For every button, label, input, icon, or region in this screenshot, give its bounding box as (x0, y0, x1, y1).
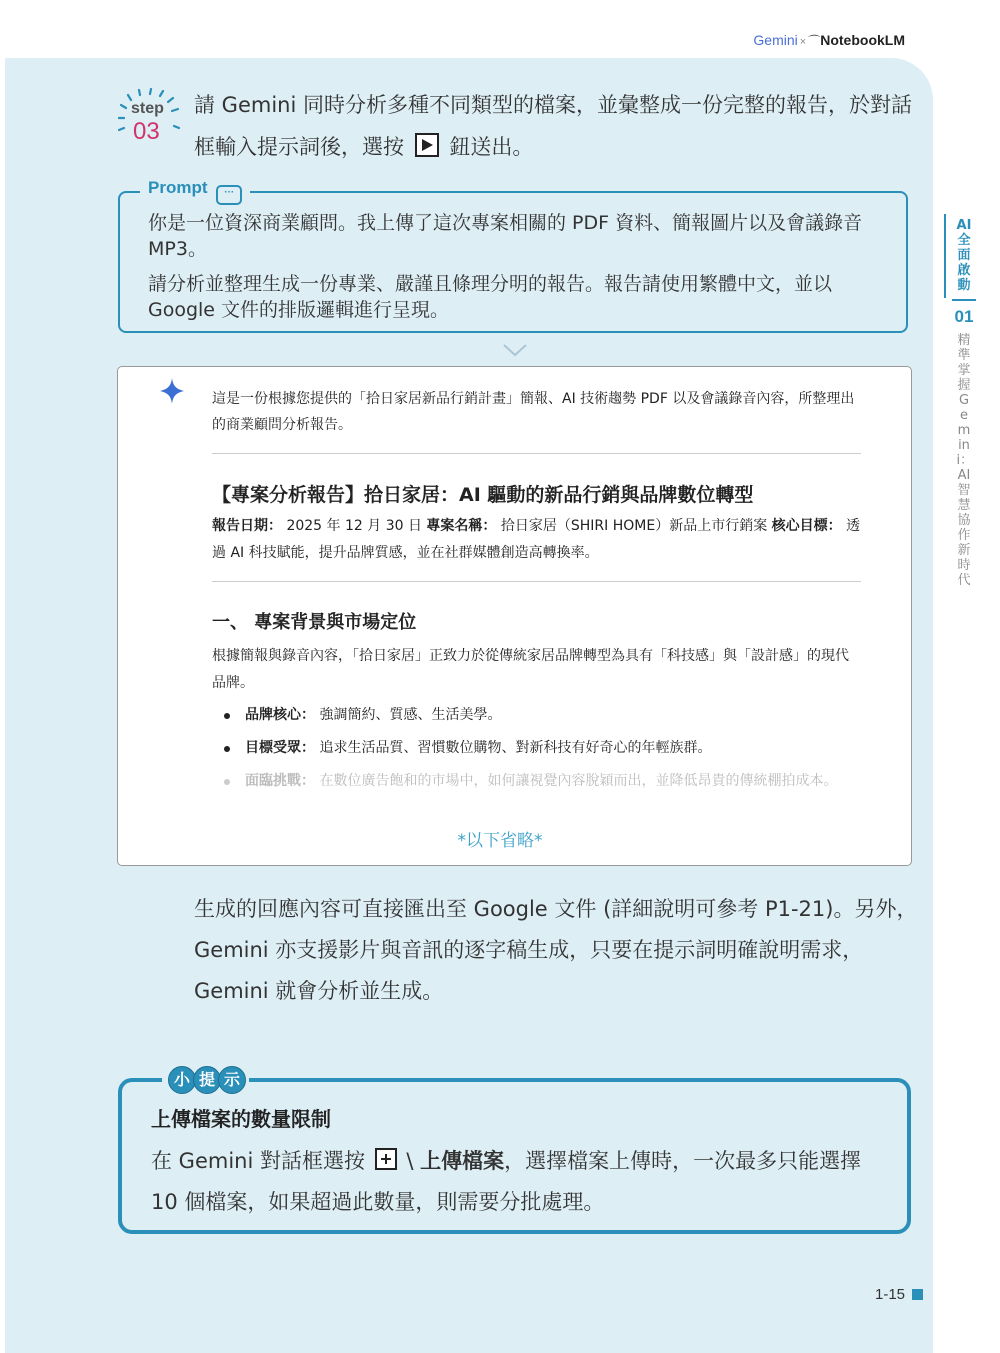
divider (212, 581, 861, 582)
step-instruction (194, 84, 924, 168)
project-name-label: 專案名稱： (426, 518, 497, 534)
side-tab-bar (944, 214, 946, 298)
step-badge (118, 88, 184, 150)
list-item (222, 768, 862, 795)
tip-text-after: ，選擇檔案上傳時，一次最多只能選擇 10 個檔案，如果超過此數量，則需要分批處理。 (151, 1149, 862, 1214)
side-chapter-number: 01 (954, 307, 974, 326)
tip-text-bold: 上傳檔案 (420, 1149, 505, 1173)
brand-x: × (799, 36, 807, 48)
tip-text-sep: \ (399, 1149, 421, 1173)
omitted-note: *以下省略* (457, 831, 543, 851)
bullet-text: 在數位廣告飽和的市場中，如何讓視覺內容脫穎而出，並降低昂貴的傳統棚拍成本。 (319, 773, 838, 789)
step-word: step (131, 100, 164, 117)
prompt-label (140, 178, 250, 205)
tip-text-before: 在 Gemini 對話框選按 (151, 1149, 365, 1173)
header-brand (753, 32, 905, 49)
tip-text (151, 1141, 891, 1223)
step-text-after: 鈕送出。 (449, 135, 534, 159)
response-intro: 這是一份根據您提供的「拾日家居新品行銷計畫」簡報、AI 技術趨勢 PDF 以及會議錄音內容，所整理出的商業顧問分析報告。 (212, 391, 855, 433)
bullet-list (222, 702, 862, 801)
body-paragraph: 生成的回應內容可直接匯出至 Google 文件 (詳細說明可參考 P1-21)。另外，Gemini 亦支援影片與音訊的逐字稿生成，只要在提示詞明確說明需求，Gemini 就會分析並生成。 (194, 897, 918, 1003)
report-title: 【專案分析報告】拾日家居：AI 驅動的新品行銷與品牌數位轉型 (212, 484, 754, 506)
send-button-icon (415, 133, 439, 157)
goal-label: 核心目標： (771, 518, 842, 534)
brand-gemini: Gemini (753, 32, 798, 48)
bullet-text: 強調簡約、質感、生活美學。 (319, 707, 502, 723)
date-label: 報告日期： (212, 518, 282, 534)
page-number: 1-15 (875, 1286, 906, 1303)
side-tab (951, 218, 977, 588)
brand-notebooklm: NotebookLM (820, 32, 905, 48)
chevron-down-icon (502, 342, 528, 358)
goal-value: 透過 AI 科技賦能，提升品牌質感，並在社群媒體創造高轉換率。 (212, 518, 861, 561)
report-meta (212, 513, 862, 567)
step-number: 03 (133, 118, 160, 145)
side-divider (952, 299, 976, 301)
project-name-value: 拾日家居（SHIRI HOME）新品上市行銷案 (500, 518, 768, 534)
section-paragraph: 根據簡報與錄音內容，「拾日家居」正致力於從傳統家居品牌轉型為具有「科技感」與「設計感」的現代品牌。 (212, 648, 849, 691)
prompt-paragraph-1: 你是一位資深商業顧問。我上傳了這次專案相關的 PDF 資料、簡報圖片以及會議錄音 MP3。 (148, 212, 863, 260)
step-text: 請 Gemini 同時分析多種不同類型的檔案，並彙整成一份完整的報告，於對話框輸入提示詞後，選按 (194, 93, 912, 159)
prompt-label-text: Prompt (148, 178, 208, 197)
prompt-text (148, 210, 888, 332)
bullet-text: 追求生活品質、習慣數位購物、對新科技有好奇心的年輕族群。 (319, 740, 712, 756)
divider (212, 453, 861, 454)
tip-char: 提 (193, 1066, 221, 1094)
tip-title: 上傳檔案的數量限制 (151, 1107, 331, 1131)
list-item (222, 702, 862, 729)
tip-char: 小 (168, 1066, 196, 1094)
notebooklm-logo-icon: ⌒ (808, 34, 821, 48)
plus-button-icon (375, 1148, 397, 1170)
bullet-label: 品牌核心： (245, 707, 315, 723)
chat-bubble-icon: ··· (216, 185, 242, 205)
side-chapter-title: AI全面啟動 (956, 218, 972, 293)
date-value: 2025 年 12 月 30 日 (286, 518, 422, 534)
page-square-icon (912, 1289, 923, 1300)
gemini-sparkle-icon (160, 378, 184, 404)
list-item (222, 735, 862, 762)
prompt-paragraph-2: 請分析並整理生成一份專業、嚴謹且條理分明的報告。報告請使用繁體中文，並以 Google 文件的排版邏輯進行呈現。 (148, 273, 833, 321)
section-heading: 一、 專案背景與市場定位 (212, 612, 417, 633)
tip-char: 示 (218, 1066, 246, 1094)
bullet-label: 面臨挑戰： (245, 773, 315, 789)
side-subtitle: 精準掌握Gemini：AI智慧協作新時代 (956, 333, 974, 588)
tip-label (162, 1066, 249, 1094)
bullet-label: 目標受眾： (245, 740, 315, 756)
